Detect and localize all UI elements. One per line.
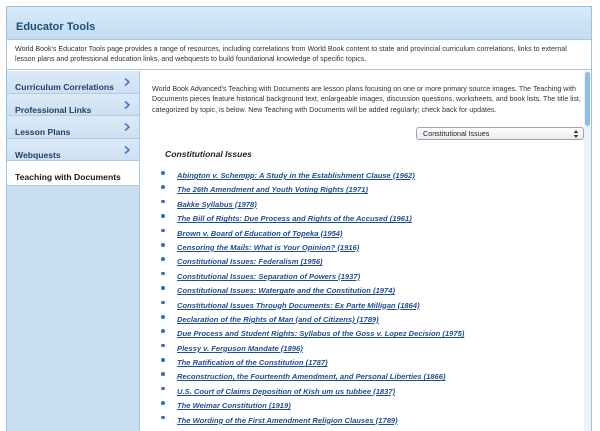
main-content	[141, 71, 583, 431]
list-item	[161, 395, 464, 409]
sidebar-item-professional-links[interactable]	[7, 94, 139, 117]
document-link[interactable]: Constitutional Issues: Federalism (1956)	[177, 257, 323, 267]
topic-select-value: Constitutional Issues	[423, 129, 490, 138]
chevron-right-icon	[122, 77, 132, 87]
chevron-right-icon	[122, 122, 132, 132]
bullet-icon	[161, 286, 165, 290]
page-title: Educator Tools	[16, 21, 96, 33]
document-link[interactable]: The Ratification of the Constitution (1787)	[177, 358, 328, 368]
document-link[interactable]: Bakke Syllabus (1978)	[177, 199, 257, 209]
bullet-icon	[161, 387, 165, 391]
document-link[interactable]: Brown v. Board of Education of Topeka (1954)	[177, 228, 343, 238]
list-item	[161, 366, 464, 380]
list-item	[161, 266, 464, 280]
bullet-icon	[161, 358, 165, 362]
bullet-icon	[161, 272, 165, 276]
sidebar	[7, 71, 140, 431]
list-item	[161, 410, 464, 424]
bullet-icon	[161, 372, 165, 376]
intro-text: World Book's Educator Tools page provides a range of resources, including correlations from World Book content to state and provincial curriculum correlations, links to external lesson plans and professional education links, and webquests to build foundational knowledge of specific topics.	[7, 40, 591, 70]
bullet-icon	[161, 200, 165, 204]
list-item	[161, 165, 464, 179]
bullet-icon	[161, 185, 165, 189]
document-link[interactable]: Abington v. Schempp: A Study in the Establishment Clause (1962)	[177, 171, 415, 180]
sidebar-item-label: Lesson Plans	[15, 127, 71, 137]
document-link[interactable]: Declaration of the Rights of Man (and of Citizens) (1789)	[177, 314, 379, 324]
bullet-icon	[161, 329, 165, 333]
topic-select[interactable]	[416, 127, 584, 140]
list-item	[161, 237, 464, 251]
bullet-icon	[161, 243, 165, 247]
list-item	[161, 251, 464, 265]
document-link[interactable]: Reconstruction, the Fourteenth Amendment, and Personal Liberties (1866)	[177, 372, 446, 382]
educator-tools-panel	[6, 6, 592, 431]
list-item	[161, 338, 464, 352]
document-link[interactable]: Constitutional Issues: Separation of Powers (1937)	[177, 271, 361, 281]
document-link[interactable]: The Wording of the First Amendment Religion Clauses (1789)	[177, 415, 398, 425]
document-link[interactable]: Due Process and Student Rights: Syllabus of the Goss v. Lopez Decision (1975)	[177, 329, 465, 339]
bullet-icon	[161, 301, 165, 305]
list-item	[161, 381, 464, 395]
bullet-icon	[161, 257, 165, 261]
bullet-icon	[161, 214, 165, 218]
document-link[interactable]: Constitutional Issues Through Documents: Ex Parte Milligan (1864)	[177, 300, 420, 310]
document-link[interactable]: Plessy v. Ferguson Mandate (1896)	[177, 343, 303, 353]
bullet-icon	[161, 171, 165, 175]
panel-header	[7, 7, 591, 40]
list-item	[161, 352, 464, 366]
document-link[interactable]: Constitutional Issues: Watergate and the Constitution (1974)	[177, 286, 395, 296]
list-item	[161, 208, 464, 222]
sidebar-item-label: Professional Links	[15, 104, 92, 115]
bullet-icon	[161, 401, 165, 405]
select-arrows-icon	[573, 129, 579, 139]
panel-body	[7, 71, 591, 431]
scrollbar-thumb[interactable]	[585, 72, 590, 126]
scrollbar[interactable]	[584, 71, 591, 431]
document-link[interactable]: The Bill of Rights: Due Process and Rights of the Accused (1961)	[177, 214, 412, 224]
list-item	[161, 323, 464, 337]
document-list	[161, 165, 464, 424]
sidebar-item-curriculum-correlations[interactable]	[7, 71, 139, 94]
sidebar-item-label: Teaching with Documents	[15, 172, 121, 182]
bullet-icon	[161, 315, 165, 319]
list-item	[161, 194, 464, 208]
bullet-icon	[161, 229, 165, 233]
document-link[interactable]: The 26th Amendment and Youth Voting Rights (1971)	[177, 185, 368, 195]
document-link[interactable]: The Weimar Constitution (1919)	[177, 401, 291, 411]
chevron-right-icon	[122, 145, 132, 155]
list-item	[161, 179, 464, 193]
section-description: World Book Advanced's Teaching with Documents are lesson plans focusing on one or more primary source images. The Teaching with Documents pieces feature historical background text, enlargeable images, discussion questions, worksheets, and book lists. The title list, categorized by topic, is below. New Teaching with Documents will be added regularly; check back for updates.	[152, 85, 581, 114]
section-title: Constitutional Issues	[165, 149, 252, 159]
list-item	[161, 223, 464, 237]
document-link[interactable]: U.S. Court of Claims Deposition of Kish um us tubbee (1837)	[177, 386, 396, 396]
sidebar-item-webquests[interactable]	[7, 139, 139, 162]
document-link[interactable]: Censoring the Mails: What is Your Opinion? (1916)	[177, 242, 360, 252]
sidebar-item-teaching-with-documents[interactable]	[7, 161, 139, 186]
list-item	[161, 295, 464, 309]
list-item	[161, 280, 464, 294]
bullet-icon	[161, 344, 165, 348]
bullet-icon	[161, 416, 165, 420]
chevron-right-icon	[122, 100, 132, 110]
sidebar-item-label: Curriculum Correlations	[15, 82, 114, 92]
list-item	[161, 309, 464, 323]
sidebar-item-label: Webquests	[15, 149, 61, 160]
sidebar-item-lesson-plans[interactable]	[7, 116, 139, 139]
